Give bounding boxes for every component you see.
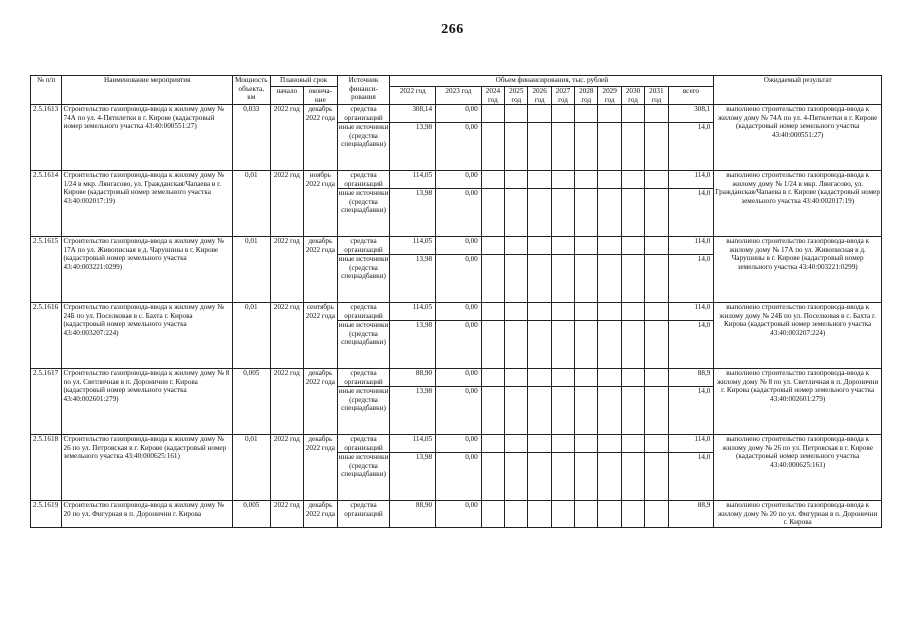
- header-volume: Объем финансирования, тыс. рублей: [390, 76, 714, 87]
- row-result: выполнено строительство газопровода-ввода к жилому дому № 20 по ул. Фигурная в п. Доронични г. Кирова: [714, 501, 882, 528]
- row-value-2023: 0,00: [436, 189, 482, 237]
- row-value-2022: 114,05: [390, 171, 436, 189]
- row-capacity: 0,005: [233, 501, 271, 528]
- row-value-2022: 13,98: [390, 453, 436, 501]
- row-source: иные источники (средства спецнадбавки): [337, 189, 390, 237]
- row-code: 2.5.1614: [31, 171, 62, 237]
- header-year: 2025 год: [505, 87, 528, 105]
- row-source: средства организаций: [337, 501, 390, 528]
- row-source: средства организаций: [337, 369, 390, 387]
- row-value-2022: 88,90: [390, 369, 436, 387]
- row-value-2022: 13,98: [390, 255, 436, 303]
- row-capacity: 0,033: [233, 105, 271, 171]
- row-total: 114,0: [668, 237, 714, 255]
- header-year: 2027 год: [551, 87, 574, 105]
- table-row: [31, 303, 882, 321]
- row-value-2023: 0,00: [436, 369, 482, 387]
- row-value-2023: 0,00: [436, 303, 482, 321]
- row-value-2022: 114,05: [390, 303, 436, 321]
- row-start: 2022 год: [270, 171, 304, 237]
- row-code: 2.5.1618: [31, 435, 62, 501]
- row-name: Строительство газопровода-ввода к жилому дому № 17А по ул. Живописная в д. Чарушины в г. Кирове (кадастровый номер земельного участка 43:40:003221:0299): [62, 237, 233, 303]
- table-row: [31, 369, 882, 387]
- row-result: выполнено строительство газопровода-ввода к жилому дому № 8 по ул. Светличная в п. Доронични г. Кирова (кадастровый номер земельного участка 43:40:002601:279): [714, 369, 882, 435]
- row-start: 2022 год: [270, 501, 304, 528]
- row-result: выполнено строительство газопровода-ввода к жилому дому № 1/24 в мкр. Лянгасово, ул. Гражданская/Чапаева в г. Кирове (кадастровый номер земельного участка 43:40:002017:19): [714, 171, 882, 237]
- row-source: средства организаций: [337, 105, 390, 123]
- header-start: начало: [270, 87, 304, 105]
- row-value-2023: 0,00: [436, 255, 482, 303]
- header-num: № п/п: [31, 76, 62, 105]
- header-year: 2031 год: [645, 87, 668, 105]
- row-value-2022: 88,90: [390, 501, 436, 528]
- row-capacity: 0,01: [233, 303, 271, 369]
- financing-table: [30, 75, 882, 528]
- row-end: декабрь 2022 года: [304, 105, 338, 171]
- header-result: Ожидаемый результат: [714, 76, 882, 105]
- row-code: 2.5.1615: [31, 237, 62, 303]
- row-value-2023: 0,00: [436, 435, 482, 453]
- row-end: сентябрь 2022 года: [304, 303, 338, 369]
- row-name: Строительство газопровода-ввода к жилому дому № 1/24 в мкр. Лянгасово, ул. Гражданская/Чапаева в г. Кирове (кадастровый номер земельного участка 43:40:002017:19): [62, 171, 233, 237]
- row-total: 114,0: [668, 435, 714, 453]
- row-capacity: 0,005: [233, 369, 271, 435]
- row-source: иные источники (средства спецнадбавки): [337, 387, 390, 435]
- row-name: Строительство газопровода-ввода к жилому дому № 74А по ул. 4-Пятилетки в г. Кирове (кадастровый номер земельного участка 43:40:000551:27): [62, 105, 233, 171]
- row-value-2022: 13,98: [390, 189, 436, 237]
- row-value-2022: 13,98: [390, 321, 436, 369]
- row-total: 14,0: [668, 453, 714, 501]
- row-end: декабрь 2022 года: [304, 369, 338, 435]
- row-start: 2022 год: [270, 303, 304, 369]
- row-end: ноябрь 2022 года: [304, 171, 338, 237]
- row-code: 2.5.1617: [31, 369, 62, 435]
- row-source: средства организаций: [337, 171, 390, 189]
- row-total: 114,0: [668, 171, 714, 189]
- row-name: Строительство газопровода-ввода к жилому дому № 24Б по ул. Поселковая в с. Бахта г. Кирова (кадастровый номер земельного участка 43:40:003207:224): [62, 303, 233, 369]
- row-source: средства организаций: [337, 303, 390, 321]
- header-name: Наименование мероприятия: [62, 76, 233, 105]
- header-year: 2023 год: [436, 87, 482, 105]
- header-total: всего: [668, 87, 714, 105]
- table-row: [31, 435, 882, 453]
- row-source: иные источники (средства спецнадбавки): [337, 321, 390, 369]
- row-value-2022: 114,05: [390, 237, 436, 255]
- header-source: Источник финанси-рования: [337, 76, 390, 105]
- row-end: декабрь 2022 года: [304, 501, 338, 528]
- row-value-2023: 0,00: [436, 501, 482, 528]
- row-code: 2.5.1613: [31, 105, 62, 171]
- row-value-2022: 13,98: [390, 387, 436, 435]
- row-result: выполнено строительство газопровода-ввода к жилому дому № 24Б по ул. Поселковая в с. Бахта г. Кирова (кадастровый номер земельного участка 43:40:003207:224): [714, 303, 882, 369]
- row-start: 2022 год: [270, 435, 304, 501]
- header-year: 2030 год: [621, 87, 644, 105]
- row-result: выполнено строительство газопровода-ввода к жилому дому № 74А по ул. 4-Пятилетки в г. Кирове (кадастровый номер земельного участка 43:40:000551:27): [714, 105, 882, 171]
- row-code: 2.5.1616: [31, 303, 62, 369]
- row-total: 14,0: [668, 123, 714, 171]
- row-source: иные источники (средства спецнадбавки): [337, 453, 390, 501]
- row-total: 14,0: [668, 321, 714, 369]
- row-value-2023: 0,00: [436, 237, 482, 255]
- table-row: [31, 501, 882, 528]
- row-total: 88,9: [668, 369, 714, 387]
- row-total: 114,0: [668, 303, 714, 321]
- row-capacity: 0,01: [233, 435, 271, 501]
- row-total: 14,0: [668, 189, 714, 237]
- table-row: [31, 171, 882, 189]
- row-value-2023: 0,00: [436, 105, 482, 123]
- row-value-2022: 13,98: [390, 123, 436, 171]
- header-year: 2026 год: [528, 87, 551, 105]
- header-end: оконча-ние: [304, 87, 338, 105]
- row-value-2023: 0,00: [436, 171, 482, 189]
- row-capacity: 0,01: [233, 237, 271, 303]
- header-year: 2028 год: [575, 87, 598, 105]
- row-total: 14,0: [668, 387, 714, 435]
- row-start: 2022 год: [270, 237, 304, 303]
- row-name: Строительство газопровода-ввода к жилому дому № 8 по ул. Светличная в п. Доронични г. Кирова (кадастровый номер земельного участка 43:40:002601:279): [62, 369, 233, 435]
- header-year: 2022 год: [390, 87, 436, 105]
- header-year: 2024 год: [481, 87, 504, 105]
- row-end: декабрь 2022 года: [304, 435, 338, 501]
- row-total: 14,0: [668, 255, 714, 303]
- row-capacity: 0,01: [233, 171, 271, 237]
- row-value-2022: 308,14: [390, 105, 436, 123]
- header-year: 2029 год: [598, 87, 621, 105]
- row-source: иные источники (средства спецнадбавки): [337, 255, 390, 303]
- row-source: средства организаций: [337, 435, 390, 453]
- row-value-2022: 114,05: [390, 435, 436, 453]
- row-value-2023: 0,00: [436, 321, 482, 369]
- row-name: Строительство газопровода-ввода к жилому дому № 26 по ул. Петровская в г. Кирове (кадастровый номер земельного участка 43:40:000625:161): [62, 435, 233, 501]
- page-number: 266: [441, 22, 464, 37]
- row-value-2023: 0,00: [436, 387, 482, 435]
- row-code: 2.5.1619: [31, 501, 62, 528]
- row-end: декабрь 2022 года: [304, 237, 338, 303]
- row-total: 308,1: [668, 105, 714, 123]
- row-result: выполнено строительство газопровода-ввода к жилому дому № 17А по ул. Живописная в д. Чарушины в г. Кирове (кадастровый номер земельного участка 43:40:003221:0299): [714, 237, 882, 303]
- row-source: средства организаций: [337, 237, 390, 255]
- table-row: [31, 237, 882, 255]
- row-name: Строительство газопровода-ввода к жилому дому № 20 по ул. Фигурная в п. Доронични г. Кирова: [62, 501, 233, 528]
- table-header: [31, 76, 882, 105]
- row-value-2023: 0,00: [436, 453, 482, 501]
- row-value-2023: 0,00: [436, 123, 482, 171]
- table-row: [31, 105, 882, 123]
- row-source: иные источники (средства спецнадбавки): [337, 123, 390, 171]
- row-total: 88,9: [668, 501, 714, 528]
- header-capacity: Мощность объекта, км: [233, 76, 271, 105]
- row-start: 2022 год: [270, 369, 304, 435]
- row-start: 2022 год: [270, 105, 304, 171]
- row-result: выполнено строительство газопровода-ввода к жилому дому № 26 по ул. Петровская в г. Кирове (кадастровый номер земельного участка 43:40:000625:161): [714, 435, 882, 501]
- header-planned-term: Плановый срок: [270, 76, 337, 87]
